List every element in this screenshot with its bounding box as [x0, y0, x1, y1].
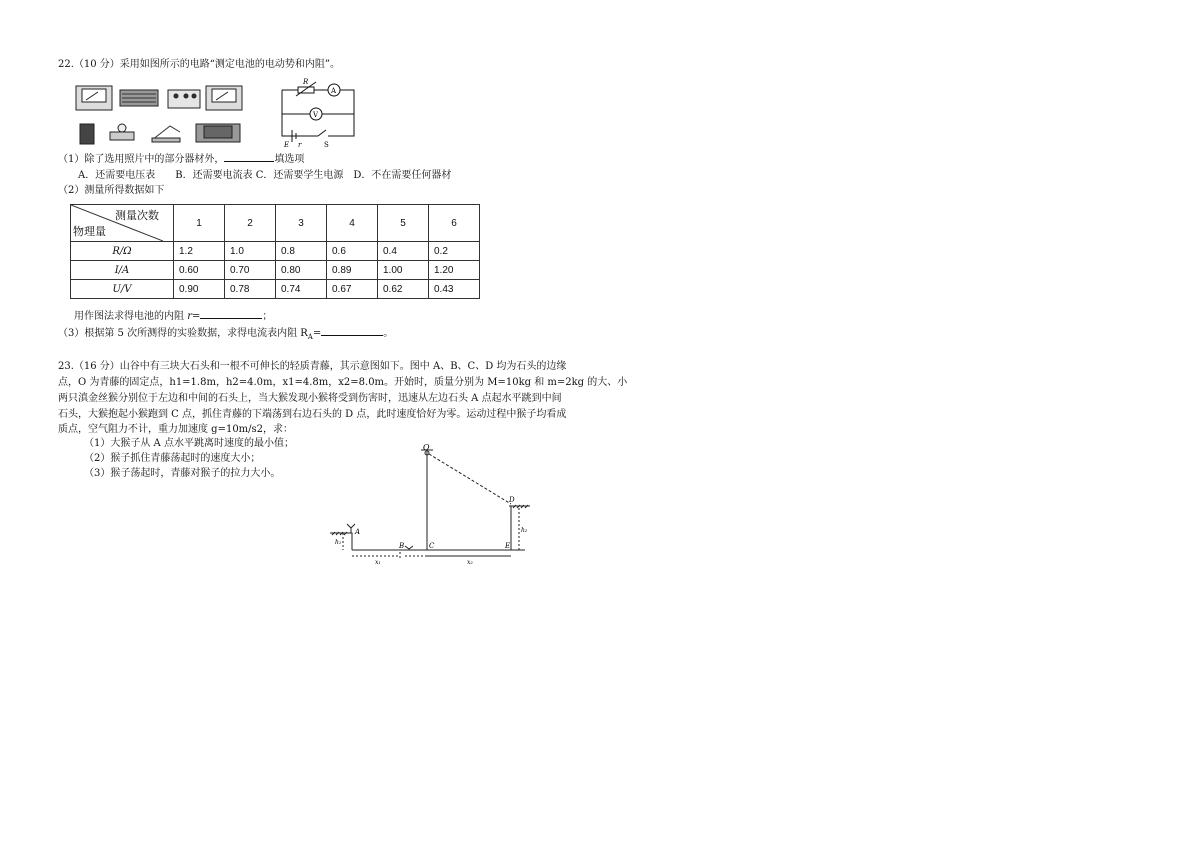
table-cell: 0.4: [378, 242, 429, 261]
table-cell: 0.70: [225, 261, 276, 280]
table-cell: 1.0: [225, 242, 276, 261]
q22-graph-line: 用作图法求得电池的内阻 r= ；: [74, 311, 273, 322]
table-cell: 0.2: [429, 242, 480, 261]
q23-text-line: 石头，大猴抱起小猴跑到 C 点，抓住青藤的下端荡到右边石头的 D 点，此时速度恰好为零。运动过程中猴子均看成: [58, 409, 567, 420]
table-cell: 1.2: [174, 242, 225, 261]
answer-blank-2[interactable]: [200, 318, 262, 319]
table-cell: 0.80: [276, 261, 327, 280]
table-corner-header: 测量次数 物理量: [71, 205, 174, 242]
table-cell: 1.00: [378, 261, 429, 280]
answer-blank-1[interactable]: [224, 161, 274, 162]
monkey-vine-diagram: [325, 438, 550, 568]
q23-text-line: 两只滇金丝猴分别位于左边和中间的石头上，当大猴发现小猴将受到伤害时，迅速从左边石头 A 点起水平跳到中间: [58, 393, 562, 404]
apparatus-photo: [70, 80, 275, 150]
table-column-header: 1: [174, 205, 225, 242]
table-cell: 0.90: [174, 280, 225, 299]
table-row: [71, 280, 480, 299]
table-cell: 0.60: [174, 261, 225, 280]
q22-part2: （2）测量所得数据如下: [58, 185, 165, 196]
point-label-B: B: [399, 542, 405, 550]
table-cell: 0.74: [276, 280, 327, 299]
height-label-h1: h₁: [335, 539, 342, 546]
q23-text-line: 23.（16 分）山谷中有三块大石头和一根不可伸长的轻质青藤，其示意图如下。图中 A、B、C、D 均为石头的边缘: [58, 361, 567, 372]
table-column-header: 5: [378, 205, 429, 242]
table-cell: 0.43: [429, 280, 480, 299]
height-label-h2: h₂: [521, 527, 528, 534]
distance-label-x1: x₁: [375, 559, 381, 566]
q23-sub-question: （1）大猴子从 A 点水平跳离时速度的最小值；: [84, 438, 294, 449]
q23-sub-question: （3）猴子荡起时，青藤对猴子的拉力大小。: [84, 468, 281, 479]
emf-label: E: [284, 141, 290, 148]
table-column-header: 6: [429, 205, 480, 242]
table-cell: 0.8: [276, 242, 327, 261]
q22-heading: 22.（10 分）采用如图所示的电路“测定电池的电动势和内阻”。: [58, 59, 341, 70]
table-column-header: 4: [327, 205, 378, 242]
table-column-header: 3: [276, 205, 327, 242]
distance-label-x2: x₂: [467, 559, 473, 566]
voltmeter-label: V: [313, 111, 319, 119]
resistor-label: R: [303, 78, 309, 86]
ammeter-label: A: [331, 87, 337, 95]
point-label-D: D: [509, 496, 515, 504]
q23-text-line: 质点，空气阻力不计，重力加速度 g=10m/s2，求：: [58, 424, 294, 435]
point-label-O: O: [423, 443, 430, 452]
circuit-diagram: [278, 78, 358, 148]
table-row: [71, 261, 480, 280]
q22-options: A．还需要电压表 B．还需要电流表 C．还需要学生电源 D．不在需要任何器材: [78, 170, 452, 181]
point-label-E: E: [505, 542, 511, 550]
table-cell: 0.6: [327, 242, 378, 261]
table-cell: 0.62: [378, 280, 429, 299]
q23-sub-question: （2）猴子抓住青藤荡起时的速度大小；: [84, 453, 261, 464]
q23-text-line: 点，O 为青藤的固定点，h1=1.8m，h2=4.0m，x1=4.8m，x2=8.0m。开始时，质量分别为 M=10kg 和 m=2kg 的大、小: [58, 377, 628, 388]
row-label: R/Ω: [71, 242, 174, 261]
table-cell: 0.78: [225, 280, 276, 299]
table-cell: 1.20: [429, 261, 480, 280]
table-cell: 0.67: [327, 280, 378, 299]
point-label-A: A: [355, 528, 361, 536]
q22-part3: （3）根据第 5 次所测得的实验数据，求得电流表内阻 $R_A=$ 。: [58, 328, 394, 341]
measurement-table: [70, 204, 480, 299]
table-row: [71, 242, 480, 261]
table-column-header: 2: [225, 205, 276, 242]
table-cell: 0.89: [327, 261, 378, 280]
point-label-C: C: [429, 542, 435, 550]
answer-blank-3[interactable]: [321, 335, 383, 336]
switch-label: S: [324, 141, 329, 148]
q22-part1: （1）除了选用照片中的部分器材外， 填选项: [58, 154, 305, 165]
row-label: I/A: [71, 261, 174, 280]
row-label: U/V: [71, 280, 174, 299]
internal-resistance-label: r: [298, 141, 302, 148]
